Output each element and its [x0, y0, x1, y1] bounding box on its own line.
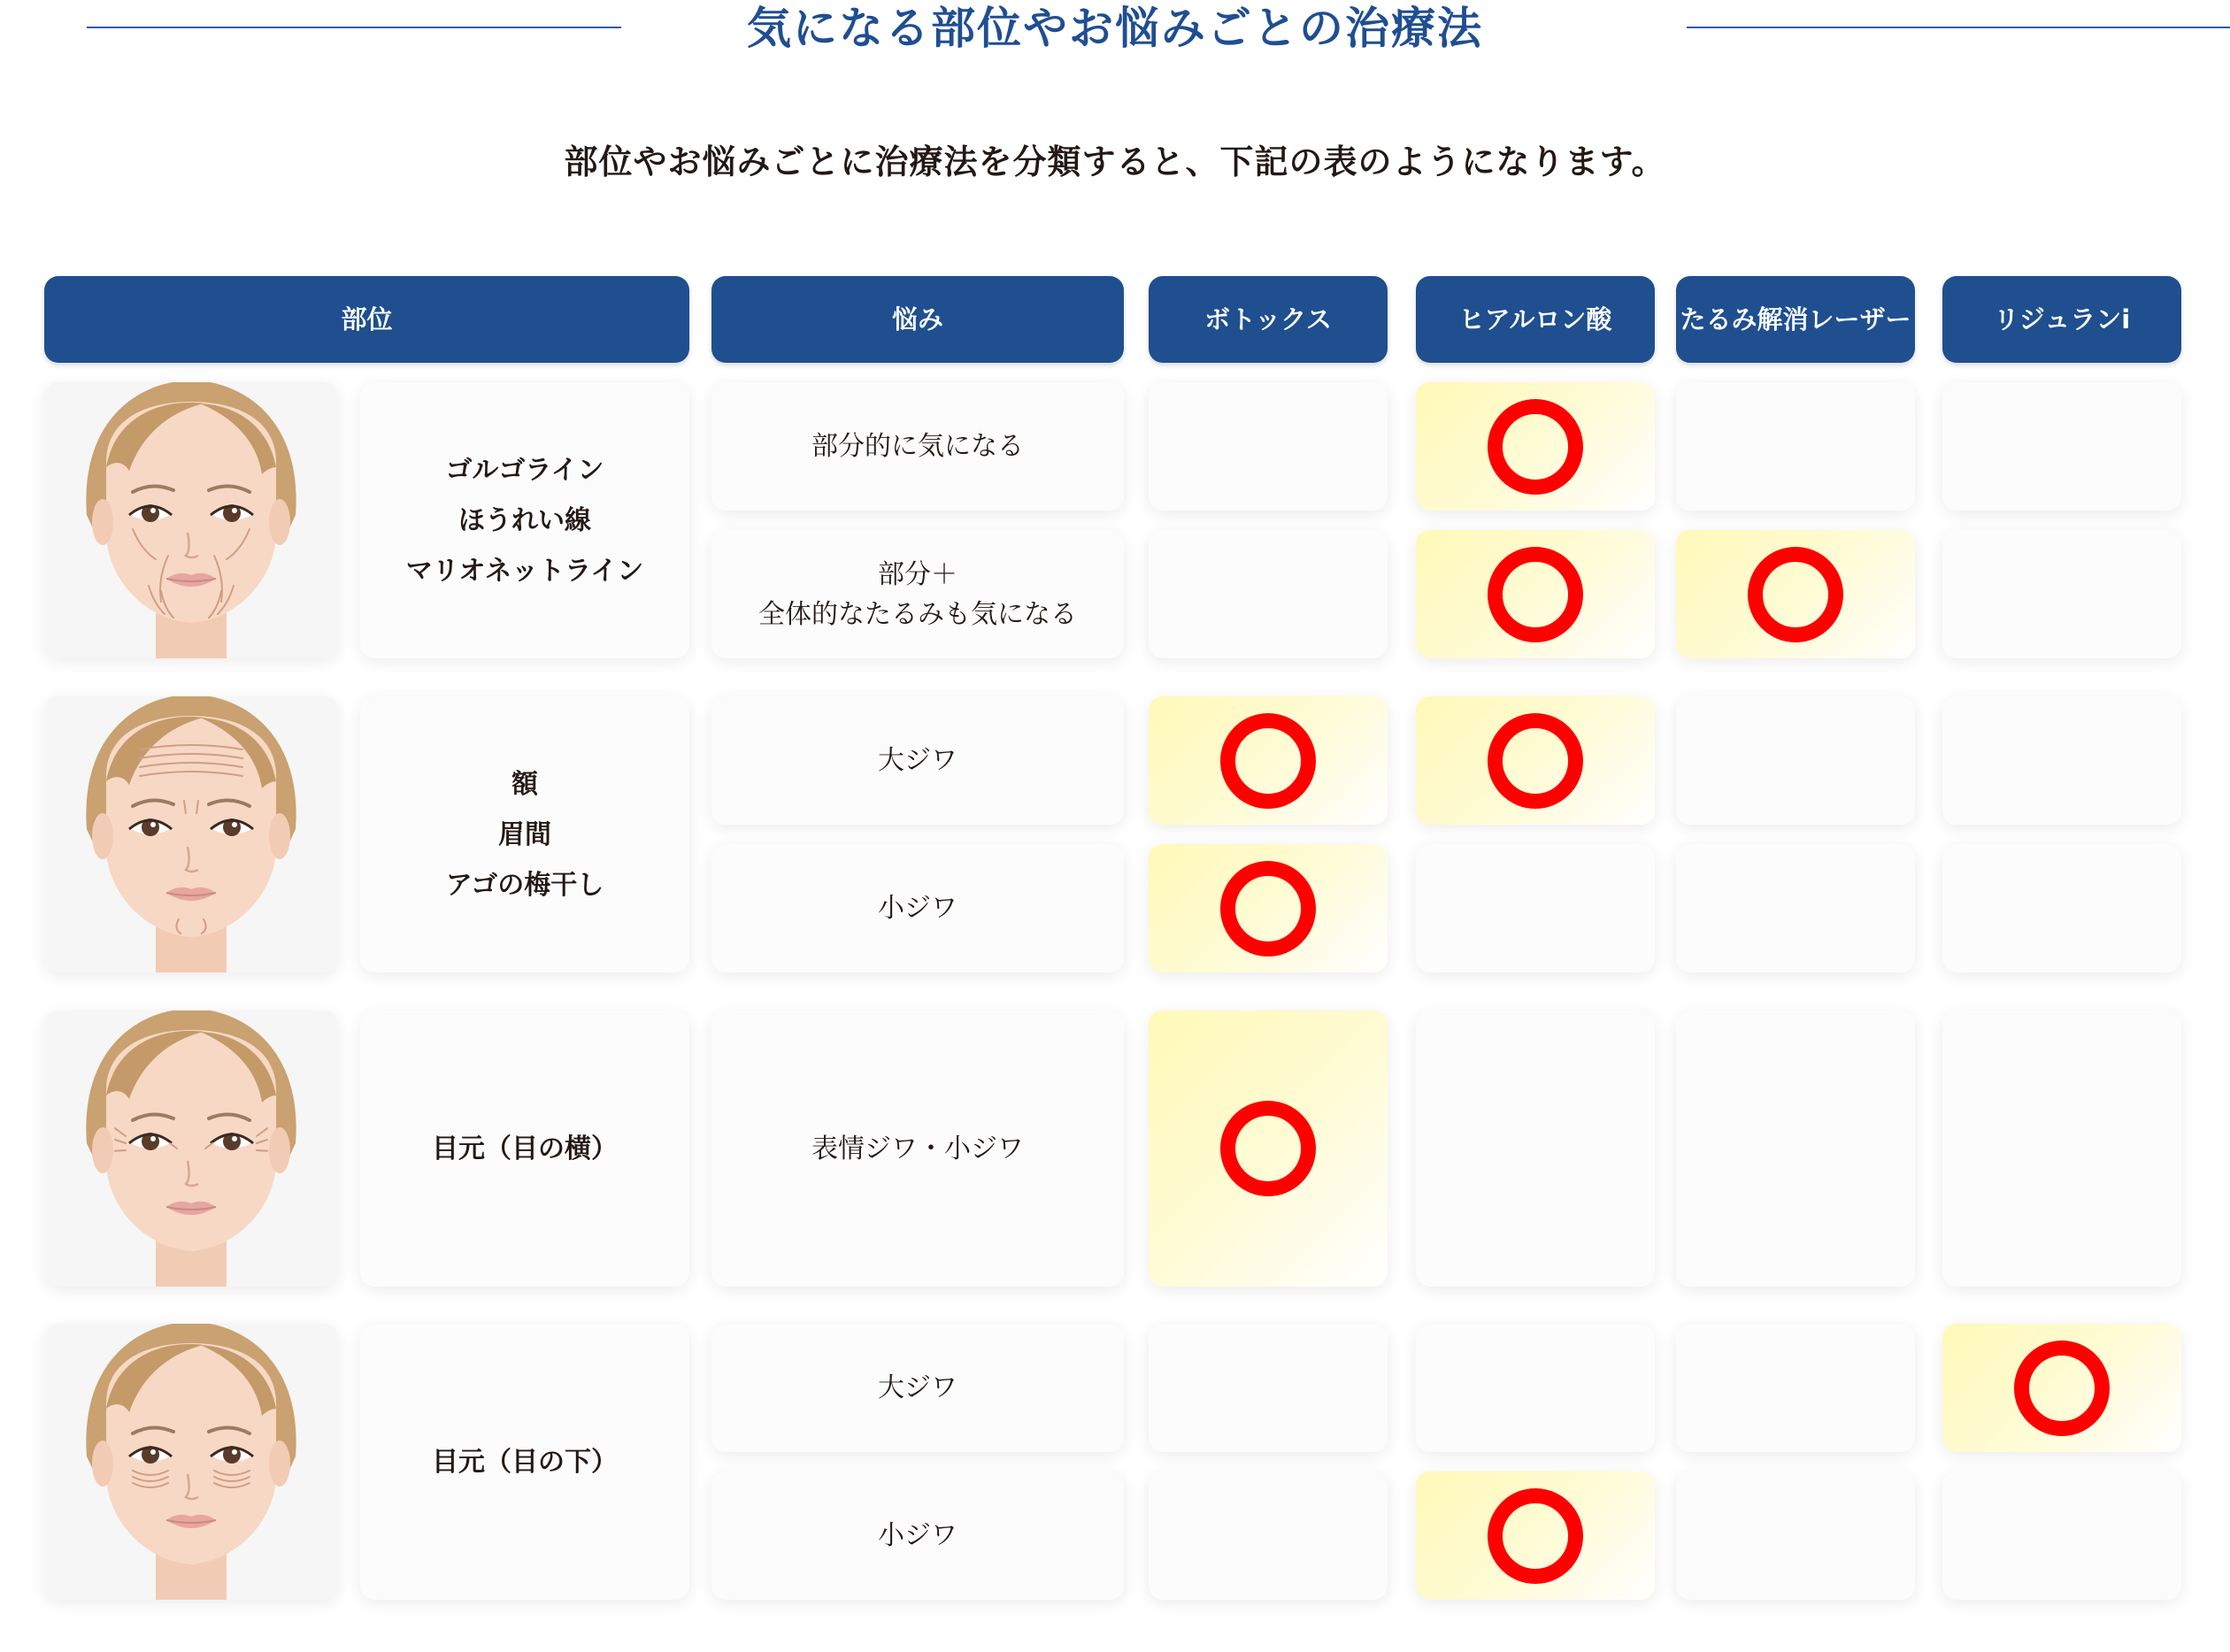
treatment-cell: [1149, 696, 1388, 825]
circle-mark-icon: [1488, 713, 1583, 809]
header-laser: [1676, 276, 1915, 363]
concern-label: 大ジワ: [878, 1372, 957, 1403]
circle-mark-icon: [1220, 1101, 1316, 1196]
header-laser-label-2: レーザー: [1808, 304, 1911, 334]
treatment-cell: [1942, 1471, 2181, 1600]
treatment-cell: [1676, 1471, 1915, 1600]
concern-label: 部分＋: [878, 558, 957, 590]
concern-label: 小ジワ: [878, 1520, 957, 1551]
part-labels: [406, 445, 644, 596]
part-labels: [432, 1124, 618, 1174]
treatment-cell: [1942, 530, 2181, 658]
treatment-cell: [1149, 530, 1388, 658]
concern-labels: [878, 741, 957, 780]
treatment-cell: [1416, 530, 1655, 658]
circle-mark-icon: [1488, 547, 1583, 642]
concern-cell: [711, 696, 1124, 825]
treatment-cell: [1416, 844, 1655, 972]
part-label: 目元（目の横）: [432, 1133, 618, 1164]
header-laser-label-1: たるみ解消: [1680, 304, 1809, 334]
treatment-cell: [1416, 382, 1655, 511]
concern-label: 大ジワ: [878, 745, 957, 776]
header-botox: [1149, 276, 1388, 363]
part-label: アゴの梅干し: [445, 869, 604, 901]
concern-cell: [711, 530, 1124, 658]
treatment-cell: [1676, 530, 1915, 658]
concern-cell: [711, 1010, 1124, 1287]
treatment-cell: [1942, 696, 2181, 825]
concern-label: 小ジワ: [878, 893, 957, 924]
lead-text: 部位やお悩みごとに治療法を分類すると、下記の表のようになります。: [564, 142, 1666, 181]
treatment-cell: [1942, 1010, 2181, 1287]
part-label: 眉間: [498, 818, 551, 850]
treatment-cell: [1149, 1471, 1388, 1600]
part-label: 額: [511, 768, 538, 800]
concern-cell: [711, 382, 1124, 511]
part-cell: [360, 1010, 689, 1287]
part-labels: [432, 1437, 618, 1487]
concern-labels: [878, 1516, 957, 1556]
header-botox-label: ボトックス: [1204, 304, 1332, 334]
concern-cell: [711, 1324, 1124, 1452]
circle-mark-icon: [1220, 861, 1316, 957]
treatment-cell: [1942, 844, 2181, 972]
part-label: ゴルゴライン: [445, 454, 604, 486]
treatment-cell: [1676, 844, 1915, 972]
treatment-cell: [1676, 696, 1915, 825]
treatment-cell: [1149, 844, 1388, 972]
face-nasolabial-wrinkles-icon: [44, 382, 338, 658]
part-label: 目元（目の下）: [432, 1446, 618, 1478]
face-under-eye-wrinkles-icon: [44, 1324, 338, 1600]
concern-labels: [811, 1129, 1024, 1169]
concern-label: 表情ジワ・小ジワ: [811, 1133, 1024, 1164]
circle-mark-icon: [1220, 713, 1316, 809]
part-labels: [446, 759, 604, 911]
header-concern: [711, 276, 1124, 363]
header-part-label: 部位: [341, 304, 393, 334]
concern-labels: [878, 888, 957, 928]
circle-mark-icon: [1748, 547, 1843, 642]
treatment-cell: [1416, 1471, 1655, 1600]
treatment-cell: [1149, 382, 1388, 511]
treatment-cell: [1149, 1324, 1388, 1452]
circle-mark-icon: [1488, 399, 1583, 495]
treatment-cell: [1416, 1010, 1655, 1287]
part-cell: [360, 1324, 689, 1600]
treatment-cell: [1942, 1324, 2181, 1452]
header-concern-label: 悩み: [891, 304, 943, 334]
concern-labels: [811, 426, 1024, 466]
part-label: ほうれい線: [458, 504, 591, 536]
treatment-cell: [1676, 382, 1915, 511]
treatment-cell: [1676, 1324, 1915, 1452]
concern-cell: [711, 1471, 1124, 1600]
face-crows-feet-icon: [44, 1010, 338, 1287]
treatment-cell: [1416, 1324, 1655, 1452]
circle-mark-icon: [1488, 1488, 1583, 1584]
header-rejuran-label: リジュランi: [1993, 304, 2131, 334]
header-hyaluronic: [1416, 276, 1655, 363]
treatment-cell: [1416, 696, 1655, 825]
page-title: 気になる部位やお悩みごとの治療法: [747, 3, 1483, 54]
concern-labels: [758, 555, 1077, 634]
treatment-cell: [1149, 1010, 1388, 1287]
concern-label: 部分的に気になる: [811, 431, 1024, 462]
concern-cell: [711, 844, 1124, 972]
circle-mark-icon: [2014, 1341, 2110, 1436]
face-forehead-wrinkles-icon: [44, 696, 338, 972]
title-area: [0, 0, 2230, 62]
treatment-cell: [1676, 1010, 1915, 1287]
title-rule-right: [1687, 27, 2230, 28]
treatment-cell: [1942, 382, 2181, 511]
header-part: [44, 276, 689, 363]
part-cell: [360, 382, 689, 658]
header-hyaluronic-label: ヒアルロン酸: [1458, 304, 1612, 334]
header-rejuran: [1942, 276, 2181, 363]
concern-label: 全体的なたるみも気になる: [758, 598, 1077, 630]
concern-labels: [878, 1368, 957, 1408]
part-cell: [360, 696, 689, 972]
part-label: マリオネットライン: [405, 555, 644, 587]
